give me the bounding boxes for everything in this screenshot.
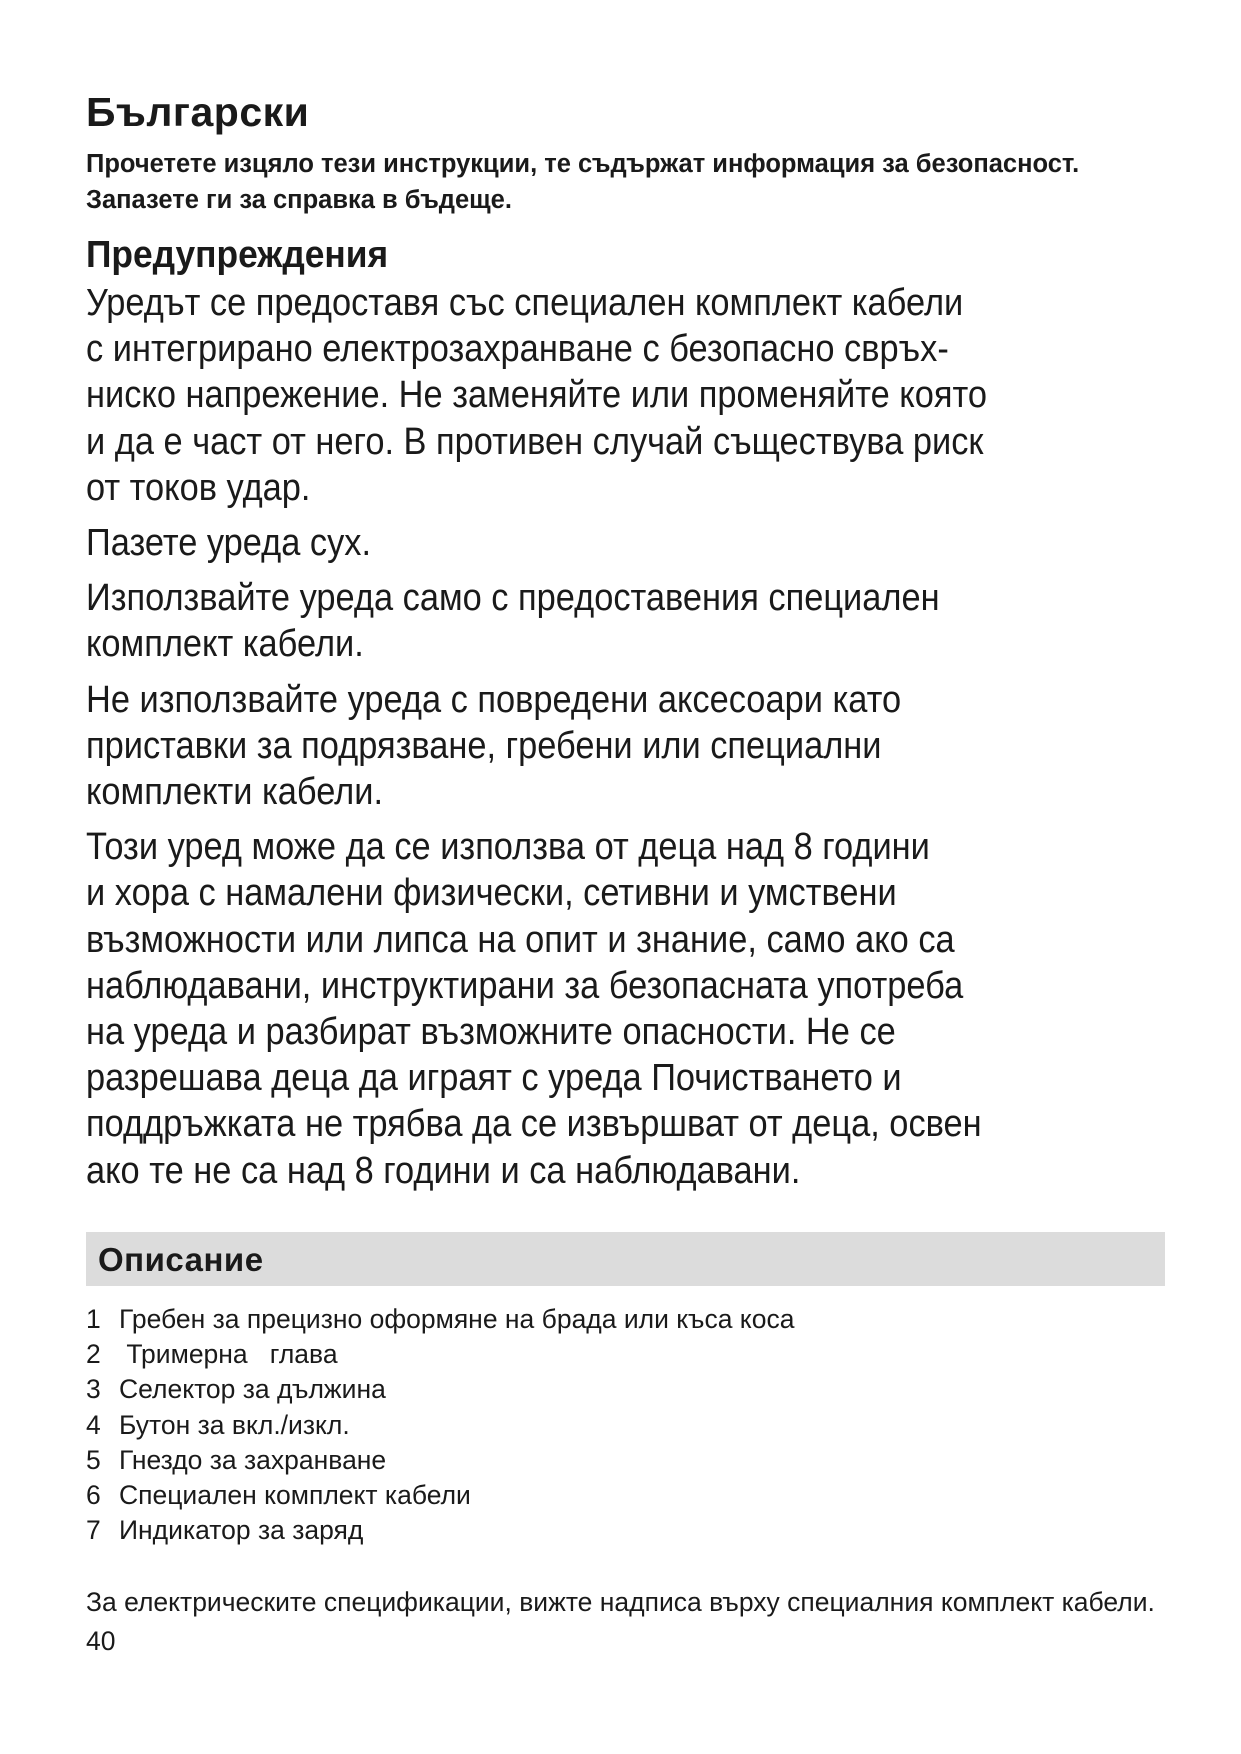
list-item	[86, 1372, 794, 1407]
manual-page	[86, 88, 1166, 1656]
warning-paragraph: Този уред може да се използва от деца над 8 години и хора с намалени физически, сетивни и умствени възможности или липса на опит и знание, само ако са наблюдавани, инструктирани за безопасната употреба на уреда и разбират възможните опасности. Не се разрешава деца да играят с уреда Почистването и поддръжката не трябва да се извършват от деца, освен ако те не са над 8 години и са наблюдавани.	[86, 826, 982, 1192]
specification-note: За електрическите спецификации, вижте надписа върху специалния комплект кабели.	[86, 1586, 1155, 1617]
list-item	[86, 1443, 794, 1478]
item-number: 2	[86, 1339, 101, 1370]
item-text: Бутон за вкл./изкл.	[119, 1409, 350, 1440]
item-number: 5	[86, 1444, 101, 1475]
item-text: Селектор за дължина	[119, 1374, 386, 1405]
item-number: 3	[86, 1374, 101, 1405]
warning-paragraph: Използвайте уреда само с предоставения специален комплект кабели.	[86, 577, 940, 666]
warnings-title: Предупреждения	[86, 234, 389, 276]
item-number: 7	[86, 1515, 101, 1546]
list-item	[86, 1408, 794, 1443]
warning-paragraph: Не използвайте уреда с повредени аксесоари като приставки за подрязване, гребени или специални комплекти кабели.	[86, 678, 902, 814]
intro-text: Прочетете изцяло тези инструкции, те съдържат информация за безопасност. Запазете ги за справка в бъдеще.	[86, 150, 1080, 214]
list-item	[86, 1478, 794, 1513]
list-item	[86, 1337, 794, 1372]
item-text: Гребен за прецизно оформяне на брада или къса коса	[119, 1304, 795, 1334]
language-title: Български	[86, 89, 310, 135]
item-text: Индикатор за заряд	[119, 1515, 364, 1546]
description-title: Описание	[98, 1241, 264, 1278]
warning-paragraph: Уредът се предоставя със специален комплект кабели с интегрирано електрозахранване с безопасно свръх- ниско напрежение. Не заменяйте или променяйте която и да е част от него. В противен случай съществува риск от токов удар.	[86, 282, 987, 509]
parts-list	[86, 1302, 794, 1548]
item-text: Тримерна глава	[119, 1339, 338, 1370]
item-number: 1	[86, 1304, 101, 1334]
list-item	[86, 1302, 794, 1337]
page-number: 40	[86, 1626, 116, 1656]
item-number: 6	[86, 1480, 101, 1511]
item-text: Гнездо за захранване	[119, 1444, 387, 1475]
item-text: Специален комплект кабели	[119, 1480, 471, 1511]
list-item	[86, 1513, 794, 1548]
description-header-bar	[86, 1232, 1165, 1286]
warning-paragraph: Пазете уреда сух.	[86, 522, 372, 565]
item-number: 4	[86, 1409, 101, 1440]
